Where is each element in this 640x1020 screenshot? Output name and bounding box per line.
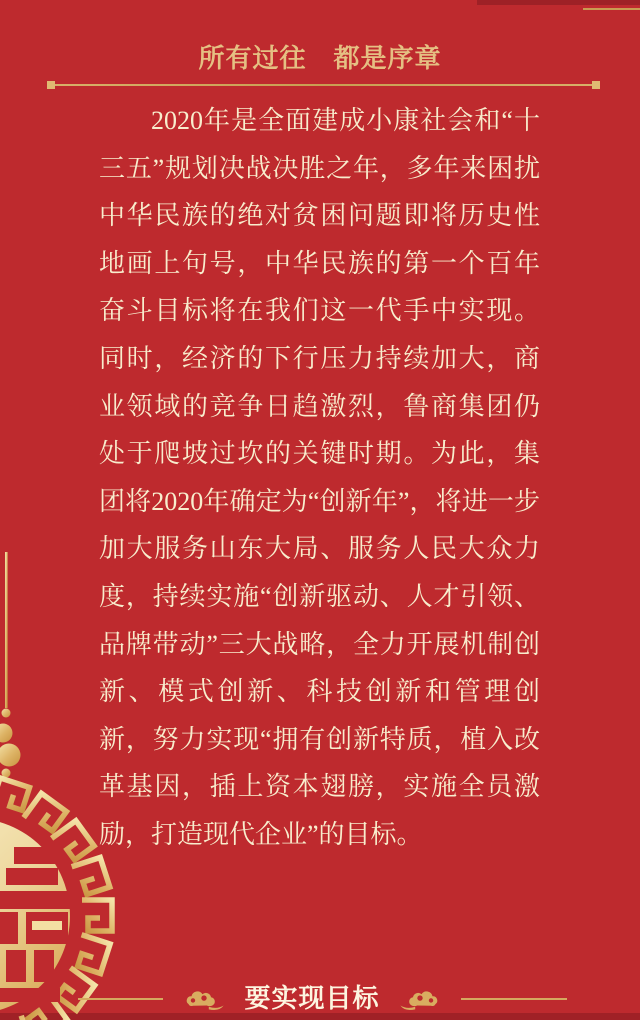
footer-heading-row (78, 984, 567, 1014)
top-right-gold-line (583, 8, 640, 10)
divider-right-cap (592, 81, 600, 89)
section-title: 所有过往 都是序章 (198, 44, 442, 73)
article-paragraph: 2020年是全面建成小康社会和“十三五”规划决战决胜之年，多年来困扰中华民族的绝对贫困问题即将历史性地画上句号，中华民族的第一个百年奋斗目标将在我们这一代手中实现。同时，经济的下行压力持续加大，商业领域的竞争日趋激烈，鲁商集团仍处于爬坡过坎的关键时期。为此，集团将2020年确定为“创新年”，将进一步加大服务山东大局、服务人民大众力度，持续实施“创新驱动、人才引领、品牌带动”三大战略，全力开展机制创新、模式创新、科技创新和管理创新，努力实现“拥有创新特质，植入改革基因，插上资本翅膀，实施全员激励，打造现代企业”的目标。 (99, 106, 540, 849)
cloud-icon-right (396, 988, 444, 1011)
cloud-icon-left (180, 988, 228, 1011)
footer-title: 要实现目标 (244, 984, 380, 1013)
medallion-ornament-icon (0, 540, 170, 1020)
footer-right-line (461, 998, 567, 1000)
divider-line (55, 84, 592, 86)
title-divider (47, 81, 600, 89)
top-dark-strip (477, 0, 640, 5)
medallion-character-slot (32, 921, 62, 930)
footer-left-line (78, 998, 163, 1000)
divider-left-cap (47, 81, 55, 89)
hanging-string-icon (0, 552, 21, 778)
